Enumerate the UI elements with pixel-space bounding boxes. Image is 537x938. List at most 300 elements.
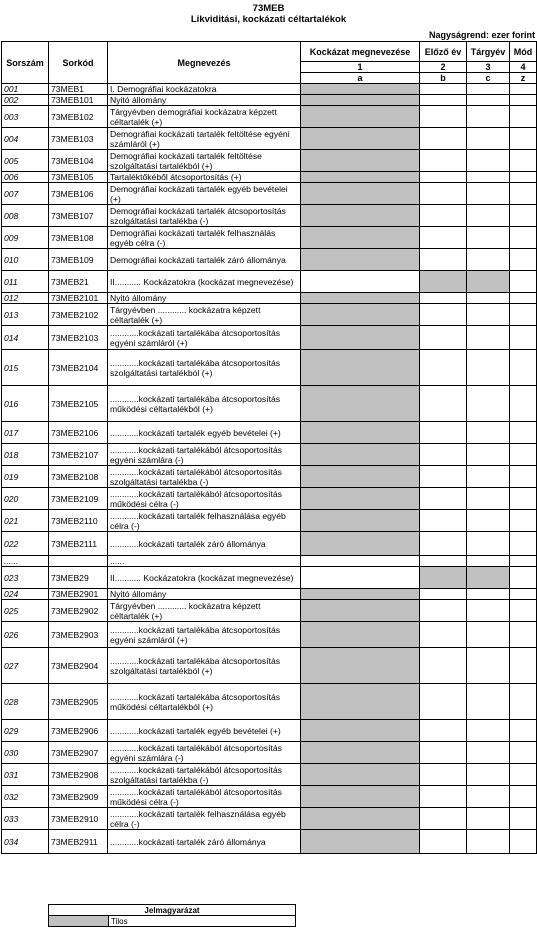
- table-row: [2, 183, 537, 205]
- row-megnevezes: Demográfiai kockázati tartalék egyéb bevételei (+): [108, 183, 301, 205]
- value-cell[interactable]: [467, 444, 510, 466]
- value-cell[interactable]: [467, 95, 510, 106]
- value-cell: [301, 84, 420, 95]
- table-row: [2, 622, 537, 648]
- row-megnevezes: Demográfiai kockázati tartalék felhasználás egyéb célra (-): [108, 227, 301, 249]
- row-sorszam: 029: [2, 720, 49, 742]
- table-row: [2, 589, 537, 600]
- value-cell: [301, 249, 420, 271]
- value-cell[interactable]: [420, 764, 467, 786]
- value-cell[interactable]: [467, 764, 510, 786]
- value-cell[interactable]: [420, 106, 467, 128]
- row-sorszam: 020: [2, 488, 49, 510]
- col-letter: z: [510, 73, 537, 84]
- row-megnevezes: ............kockázati tartalékába átcsoportosítás egyéni számláról (+): [108, 326, 301, 350]
- row-sorszam: 011: [2, 271, 49, 293]
- value-cell[interactable]: [510, 720, 537, 742]
- value-cell: [301, 422, 420, 444]
- value-cell[interactable]: [420, 742, 467, 764]
- value-cell[interactable]: [510, 326, 537, 350]
- row-sorkod: 73MEB106: [49, 183, 108, 205]
- row-sorkod: 73MEB2911: [49, 830, 108, 854]
- value-cell: [301, 532, 420, 556]
- value-cell: [301, 106, 420, 128]
- row-megnevezes: ............kockázati tartalékából átcsoportosítás működési célra (-): [108, 488, 301, 510]
- row-sorszam: 003: [2, 106, 49, 128]
- row-sorszam: 013: [2, 304, 49, 326]
- value-cell[interactable]: [510, 622, 537, 648]
- value-cell[interactable]: [420, 84, 467, 95]
- row-megnevezes: ............kockázati tartalék záró állománya: [108, 830, 301, 854]
- row-megnevezes: II........... Kockázatokra (kockázat megnevezése): [108, 271, 301, 293]
- table-row: [2, 205, 537, 227]
- value-cell[interactable]: [420, 830, 467, 854]
- value-cell: [301, 227, 420, 249]
- value-cell[interactable]: [510, 304, 537, 326]
- value-cell[interactable]: [510, 742, 537, 764]
- table-row: [2, 556, 537, 567]
- value-cell[interactable]: [467, 249, 510, 271]
- value-cell[interactable]: [467, 150, 510, 172]
- row-sorkod: 73MEB21: [49, 271, 108, 293]
- value-cell: [467, 567, 510, 589]
- value-cell[interactable]: [510, 786, 537, 808]
- value-cell[interactable]: [510, 293, 537, 304]
- row-sorkod: 73MEB2906: [49, 720, 108, 742]
- col-header-sorszam: Sorszám: [2, 42, 49, 84]
- value-cell[interactable]: [510, 84, 537, 95]
- value-cell[interactable]: [467, 532, 510, 556]
- row-sorszam: 010: [2, 249, 49, 271]
- col-header-elozo-ev: Előző év: [420, 42, 467, 62]
- value-cell[interactable]: [510, 128, 537, 150]
- row-sorkod: 73MEB2905: [49, 684, 108, 720]
- value-cell[interactable]: [420, 720, 467, 742]
- data-table: [1, 41, 537, 854]
- value-cell[interactable]: [510, 589, 537, 600]
- row-megnevezes: ............kockázati tartalékába átcsoportosítás működési céltartalékból (+): [108, 684, 301, 720]
- row-megnevezes: Demográfiai kockázati tartalék feltöltése egyéni számláról (+): [108, 128, 301, 150]
- value-cell[interactable]: [510, 95, 537, 106]
- row-sorkod: 73MEB107: [49, 205, 108, 227]
- value-cell[interactable]: [420, 556, 467, 567]
- row-sorkod: 73MEB2103: [49, 326, 108, 350]
- row-sorkod: 73MEB2908: [49, 764, 108, 786]
- row-megnevezes: ............kockázati tartalékába átcsoportosítás működési céltartalékból (+): [108, 386, 301, 422]
- value-cell[interactable]: [420, 172, 467, 183]
- col-letter: a: [301, 73, 420, 84]
- value-cell: [420, 271, 467, 293]
- value-cell[interactable]: [510, 808, 537, 830]
- row-megnevezes: ............kockázati tartalékából átcsoportosítás egyéni számlára (-): [108, 444, 301, 466]
- row-sorkod: 73MEB109: [49, 249, 108, 271]
- value-cell[interactable]: [467, 227, 510, 249]
- value-cell[interactable]: [467, 488, 510, 510]
- table-row: [2, 808, 537, 830]
- row-megnevezes: Demográfiai kockázati tartalék feltöltése szolgáltatási tartalékból (+): [108, 150, 301, 172]
- value-cell[interactable]: [467, 466, 510, 488]
- row-megnevezes: ............kockázati tartalékába átcsoportosítás szolgáltatási tartalékból (+): [108, 648, 301, 684]
- value-cell: [301, 742, 420, 764]
- table-row: [2, 350, 537, 386]
- value-cell: [301, 466, 420, 488]
- row-megnevezes: Tárgyévben ............ kockázatra képzett céltartalék (+): [108, 600, 301, 622]
- unit-label: Nagyságrend: ezer forint: [428, 30, 535, 40]
- value-cell[interactable]: [420, 227, 467, 249]
- row-sorkod: 73MEB101: [49, 95, 108, 106]
- value-cell[interactable]: [301, 271, 420, 293]
- legend-swatch: [49, 916, 109, 927]
- row-sorszam: 025: [2, 600, 49, 622]
- value-cell[interactable]: [467, 326, 510, 350]
- row-sorkod: 73MEB2104: [49, 350, 108, 386]
- row-sorkod: 73MEB2109: [49, 488, 108, 510]
- row-megnevezes: ............kockázati tartalékából átcsoportosítás szolgáltatási tartalékba (-): [108, 764, 301, 786]
- legend: [48, 904, 296, 927]
- value-cell[interactable]: [467, 556, 510, 567]
- value-cell[interactable]: [420, 422, 467, 444]
- row-megnevezes: Tárgyévben demográfiai kockázatra képzett céltartalék (+): [108, 106, 301, 128]
- value-cell[interactable]: [420, 95, 467, 106]
- value-cell[interactable]: [420, 183, 467, 205]
- row-sorkod: 73MEB105: [49, 172, 108, 183]
- row-sorszam: 022: [2, 532, 49, 556]
- row-sorszam: 019: [2, 466, 49, 488]
- value-cell[interactable]: [510, 227, 537, 249]
- value-cell[interactable]: [510, 764, 537, 786]
- row-sorkod: 73MEB104: [49, 150, 108, 172]
- value-cell[interactable]: [510, 350, 537, 386]
- value-cell[interactable]: [510, 205, 537, 227]
- value-cell[interactable]: [467, 84, 510, 95]
- value-cell: [467, 271, 510, 293]
- row-sorkod: 73MEB2105: [49, 386, 108, 422]
- value-cell[interactable]: [467, 742, 510, 764]
- row-sorkod: 73MEB2101: [49, 293, 108, 304]
- value-cell: [420, 567, 467, 589]
- value-cell: [301, 786, 420, 808]
- col-header-kockazat: Kockázat megnevezése: [301, 42, 420, 62]
- row-sorkod: 73MEB2102: [49, 304, 108, 326]
- value-cell: [301, 622, 420, 648]
- row-sorszam: 016: [2, 386, 49, 422]
- table-row: [2, 150, 537, 172]
- value-cell: [301, 648, 420, 684]
- row-megnevezes: ............kockázati tartalékából átcsoportosítás egyéni számlára (-): [108, 742, 301, 764]
- col-number: 1: [301, 62, 420, 73]
- value-cell[interactable]: [467, 830, 510, 854]
- value-cell[interactable]: [467, 808, 510, 830]
- value-cell[interactable]: [420, 589, 467, 600]
- value-cell[interactable]: [420, 808, 467, 830]
- value-cell[interactable]: [467, 304, 510, 326]
- value-cell[interactable]: [420, 466, 467, 488]
- col-header-sorkod: Sorkód: [49, 42, 108, 84]
- row-sorszam: 008: [2, 205, 49, 227]
- value-cell: [301, 172, 420, 183]
- row-sorszam: 004: [2, 128, 49, 150]
- value-cell[interactable]: [420, 205, 467, 227]
- row-sorkod: 73MEB2107: [49, 444, 108, 466]
- value-cell[interactable]: [420, 350, 467, 386]
- col-header-mod: Mód: [510, 42, 537, 62]
- value-cell[interactable]: [467, 293, 510, 304]
- row-sorszam: 021: [2, 510, 49, 532]
- row-megnevezes: I. Demográfiai kockázatokra: [108, 84, 301, 95]
- value-cell[interactable]: [420, 150, 467, 172]
- value-cell[interactable]: [510, 684, 537, 720]
- value-cell: [301, 808, 420, 830]
- value-cell[interactable]: [467, 786, 510, 808]
- row-megnevezes: ............kockázati tartalék egyéb bevételei (+): [108, 422, 301, 444]
- value-cell[interactable]: [510, 510, 537, 532]
- table-row: [2, 271, 537, 293]
- value-cell[interactable]: [510, 532, 537, 556]
- legend-title: Jelmagyarázat: [49, 905, 296, 916]
- value-cell[interactable]: [420, 386, 467, 422]
- value-cell[interactable]: [510, 567, 537, 589]
- row-megnevezes: ............kockázati tartalékába átcsoportosítás egyéni számláról (+): [108, 622, 301, 648]
- value-cell[interactable]: [510, 172, 537, 183]
- row-sorkod: 73MEB2902: [49, 600, 108, 622]
- row-sorszam: 034: [2, 830, 49, 854]
- value-cell[interactable]: [467, 422, 510, 444]
- row-sorszam: 023: [2, 567, 49, 589]
- value-cell: [301, 150, 420, 172]
- value-cell: [301, 600, 420, 622]
- table-row: [2, 444, 537, 466]
- value-cell[interactable]: [467, 510, 510, 532]
- row-megnevezes: Nyitó állomány: [108, 95, 301, 106]
- row-sorszam: 031: [2, 764, 49, 786]
- table-row: [2, 510, 537, 532]
- table-row: [2, 172, 537, 183]
- value-cell: [301, 720, 420, 742]
- value-cell[interactable]: [420, 684, 467, 720]
- legend-item: Tilos: [109, 916, 296, 927]
- value-cell[interactable]: [510, 386, 537, 422]
- value-cell: [301, 128, 420, 150]
- row-megnevezes: ............kockázati tartalék felhasználása egyéb célra (-): [108, 808, 301, 830]
- value-cell[interactable]: [467, 600, 510, 622]
- value-cell[interactable]: [510, 648, 537, 684]
- value-cell[interactable]: [510, 249, 537, 271]
- row-megnevezes: ......: [108, 556, 301, 567]
- value-cell: [301, 205, 420, 227]
- row-sorszam: 017: [2, 422, 49, 444]
- row-sorkod: 73MEB2904: [49, 648, 108, 684]
- table-row: [2, 532, 537, 556]
- value-cell: [301, 488, 420, 510]
- row-megnevezes: ............kockázati tartalék egyéb bevételei (+): [108, 720, 301, 742]
- value-cell[interactable]: [420, 293, 467, 304]
- row-sorszam: 026: [2, 622, 49, 648]
- value-cell[interactable]: [420, 304, 467, 326]
- row-megnevezes: Demográfiai kockázati tartalék átcsoportosítás szolgáltatási tartalékba (-): [108, 205, 301, 227]
- value-cell[interactable]: [510, 271, 537, 293]
- row-sorkod: 73MEB2909: [49, 786, 108, 808]
- table-row: [2, 684, 537, 720]
- value-cell[interactable]: [420, 444, 467, 466]
- value-cell[interactable]: [467, 172, 510, 183]
- row-sorszam: 027: [2, 648, 49, 684]
- row-sorszam: 005: [2, 150, 49, 172]
- col-number: 4: [510, 62, 537, 73]
- value-cell[interactable]: [420, 600, 467, 622]
- table-row: [2, 648, 537, 684]
- row-sorkod: 73MEB2910: [49, 808, 108, 830]
- row-sorszam: 032: [2, 786, 49, 808]
- row-sorkod: 73MEB108: [49, 227, 108, 249]
- row-sorszam: 006: [2, 172, 49, 183]
- col-header-targyev: Tárgyév: [467, 42, 510, 62]
- row-sorszam: 033: [2, 808, 49, 830]
- row-sorkod: [49, 556, 108, 567]
- value-cell: [301, 589, 420, 600]
- row-sorszam: 015: [2, 350, 49, 386]
- row-sorszam: 012: [2, 293, 49, 304]
- value-cell[interactable]: [510, 830, 537, 854]
- col-number: 3: [467, 62, 510, 73]
- value-cell[interactable]: [510, 150, 537, 172]
- value-cell: [301, 764, 420, 786]
- table-row: [2, 600, 537, 622]
- table-row: [2, 249, 537, 271]
- table-row: [2, 227, 537, 249]
- row-megnevezes: II........... Kockázatokra (kockázat megnevezése): [108, 567, 301, 589]
- value-cell[interactable]: [467, 648, 510, 684]
- row-megnevezes: Nyitó állomány: [108, 589, 301, 600]
- row-sorkod: 73MEB2106: [49, 422, 108, 444]
- row-megnevezes: ............kockázati tartalékába átcsoportosítás szolgáltatási tartalékból (+): [108, 350, 301, 386]
- table-row: [2, 293, 537, 304]
- value-cell[interactable]: [420, 249, 467, 271]
- value-cell: [301, 326, 420, 350]
- row-sorszam: 028: [2, 684, 49, 720]
- row-megnevezes: ............kockázati tartalékából átcsoportosítás működési célra (-): [108, 786, 301, 808]
- row-megnevezes: ............kockázati tartalék záró állománya: [108, 532, 301, 556]
- row-sorkod: 73MEB2108: [49, 466, 108, 488]
- value-cell[interactable]: [510, 422, 537, 444]
- value-cell: [301, 95, 420, 106]
- row-sorszam: ......: [2, 556, 49, 567]
- value-cell[interactable]: [467, 128, 510, 150]
- row-sorszam: 009: [2, 227, 49, 249]
- value-cell[interactable]: [301, 567, 420, 589]
- value-cell: [301, 293, 420, 304]
- value-cell[interactable]: [467, 205, 510, 227]
- table-row: [2, 466, 537, 488]
- col-header-megnevezes: Megnevezés: [108, 42, 301, 84]
- row-megnevezes: ............kockázati tartalékából átcsoportosítás szolgáltatási tartalékba (-): [108, 466, 301, 488]
- table-row: [2, 106, 537, 128]
- value-cell: [301, 510, 420, 532]
- value-cell[interactable]: [510, 488, 537, 510]
- table-row: [2, 84, 537, 95]
- value-cell: [301, 183, 420, 205]
- value-cell: [301, 684, 420, 720]
- row-sorkod: 73MEB103: [49, 128, 108, 150]
- row-sorkod: 73MEB2110: [49, 510, 108, 532]
- value-cell[interactable]: [510, 106, 537, 128]
- row-sorkod: 73MEB2903: [49, 622, 108, 648]
- row-sorszam: 024: [2, 589, 49, 600]
- row-sorszam: 030: [2, 742, 49, 764]
- value-cell[interactable]: [420, 128, 467, 150]
- row-megnevezes: Demográfiai kockázati tartalék záró állománya: [108, 249, 301, 271]
- value-cell[interactable]: [467, 183, 510, 205]
- row-megnevezes: Tartaléktőkéből átcsoportosítás (+): [108, 172, 301, 183]
- value-cell: [301, 350, 420, 386]
- row-sorszam: 001: [2, 84, 49, 95]
- value-cell[interactable]: [420, 510, 467, 532]
- form-code: 73MEB: [252, 3, 285, 14]
- value-cell: [301, 444, 420, 466]
- value-cell[interactable]: [510, 444, 537, 466]
- table-row: [2, 830, 537, 854]
- row-sorkod: 73MEB2907: [49, 742, 108, 764]
- value-cell[interactable]: [420, 488, 467, 510]
- table-row: [2, 95, 537, 106]
- value-cell[interactable]: [510, 183, 537, 205]
- value-cell[interactable]: [420, 326, 467, 350]
- row-sorkod: 73MEB29: [49, 567, 108, 589]
- row-sorkod: 73MEB102: [49, 106, 108, 128]
- table-row: [2, 567, 537, 589]
- table-row: [2, 742, 537, 764]
- table-row: [2, 326, 537, 350]
- value-cell[interactable]: [467, 589, 510, 600]
- value-cell[interactable]: [510, 556, 537, 567]
- table-row: [2, 786, 537, 808]
- value-cell[interactable]: [467, 106, 510, 128]
- value-cell[interactable]: [467, 684, 510, 720]
- value-cell[interactable]: [420, 648, 467, 684]
- row-sorkod: 73MEB2111: [49, 532, 108, 556]
- value-cell: [301, 386, 420, 422]
- row-sorszam: 018: [2, 444, 49, 466]
- table-row: [2, 386, 537, 422]
- value-cell[interactable]: [510, 600, 537, 622]
- value-cell[interactable]: [510, 466, 537, 488]
- value-cell[interactable]: [467, 386, 510, 422]
- row-sorszam: 007: [2, 183, 49, 205]
- row-sorkod: 73MEB1: [49, 84, 108, 95]
- table-row: [2, 128, 537, 150]
- value-cell[interactable]: [467, 622, 510, 648]
- table-row: [2, 720, 537, 742]
- value-cell[interactable]: [301, 556, 420, 567]
- col-letter: c: [467, 73, 510, 84]
- table-row: [2, 488, 537, 510]
- col-number: 2: [420, 62, 467, 73]
- value-cell[interactable]: [420, 532, 467, 556]
- value-cell[interactable]: [467, 350, 510, 386]
- value-cell[interactable]: [420, 786, 467, 808]
- row-megnevezes: ............kockázati tartalék felhasználása egyéb célra (-): [108, 510, 301, 532]
- row-sorkod: 73MEB2901: [49, 589, 108, 600]
- value-cell[interactable]: [420, 622, 467, 648]
- table-row: [2, 304, 537, 326]
- row-megnevezes: Nyitó állomány: [108, 293, 301, 304]
- row-megnevezes: Tárgyévben ............ kockázatra képzett céltartalék (+): [108, 304, 301, 326]
- row-sorszam: 002: [2, 95, 49, 106]
- table-row: [2, 422, 537, 444]
- value-cell: [301, 304, 420, 326]
- value-cell[interactable]: [467, 720, 510, 742]
- col-letter: b: [420, 73, 467, 84]
- table-row: [2, 764, 537, 786]
